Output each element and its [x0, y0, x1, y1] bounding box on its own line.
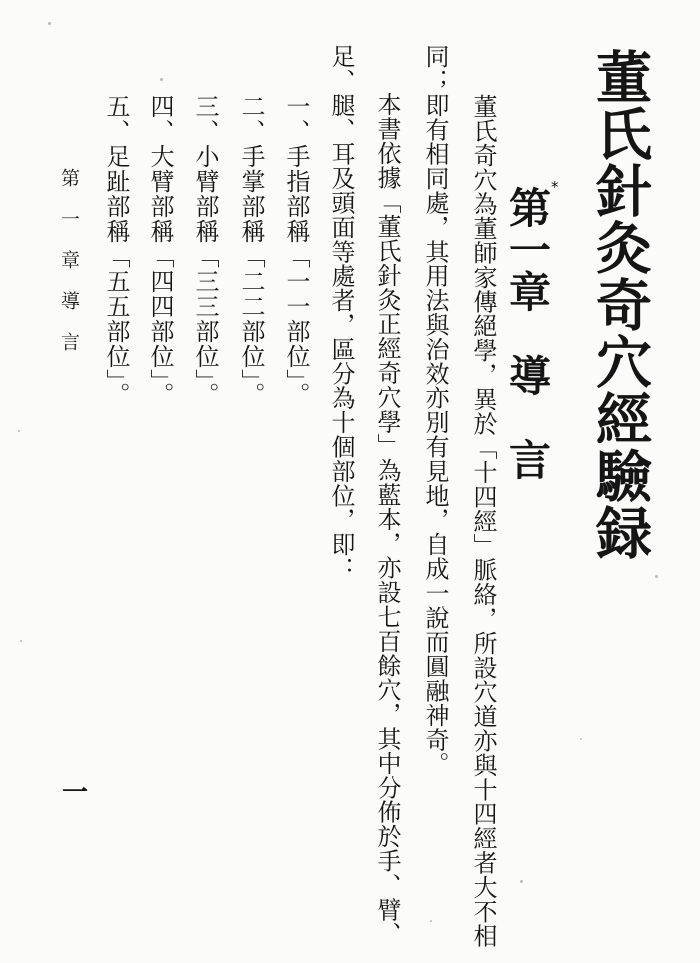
scan-speck: [655, 575, 658, 578]
list-item: 五、足趾部稱「五五部位」。: [102, 94, 130, 407]
body-line: 本書依據「董氏針灸正經奇穴學」為藍本，亦設七百餘穴，其中分佈於手、臂、: [373, 92, 401, 946]
scan-speck: [580, 738, 582, 740]
scan-speck: [430, 920, 432, 922]
list-item: 二、手掌部稱「二二部位」。: [237, 94, 265, 407]
running-head: 第一章導言: [58, 168, 80, 373]
body-line: 足、腿、耳及頭面等處者，區分為十個部位，即：: [327, 44, 355, 581]
list-item: 一、手指部稱「一一部位」。: [282, 94, 310, 407]
book-title: 董氏針灸奇穴經驗録: [587, 48, 652, 561]
scan-speck: [20, 640, 22, 642]
chapter-title: 第一章 導 言: [503, 186, 552, 480]
list-item: 三、小臂部稱「三三部位」。: [191, 94, 219, 407]
body-line: 同；即有相同處，其用法與治效亦別有見地，自成一說而圓融神奇。: [421, 44, 449, 776]
scan-speck: [48, 22, 51, 25]
page-number: 一: [62, 778, 89, 808]
body-line: 董氏奇穴為董師家傳絕學，異於「十四經」脈絡，所設穴道亦與十四經者大不相: [469, 94, 497, 948]
scan-speck: [160, 78, 163, 81]
chapter-footnote-mark: *: [551, 178, 559, 196]
list-item: 四、大臂部稱「四四部位」。: [146, 94, 174, 407]
scan-speck: [18, 430, 20, 432]
scan-speck: [520, 880, 523, 883]
